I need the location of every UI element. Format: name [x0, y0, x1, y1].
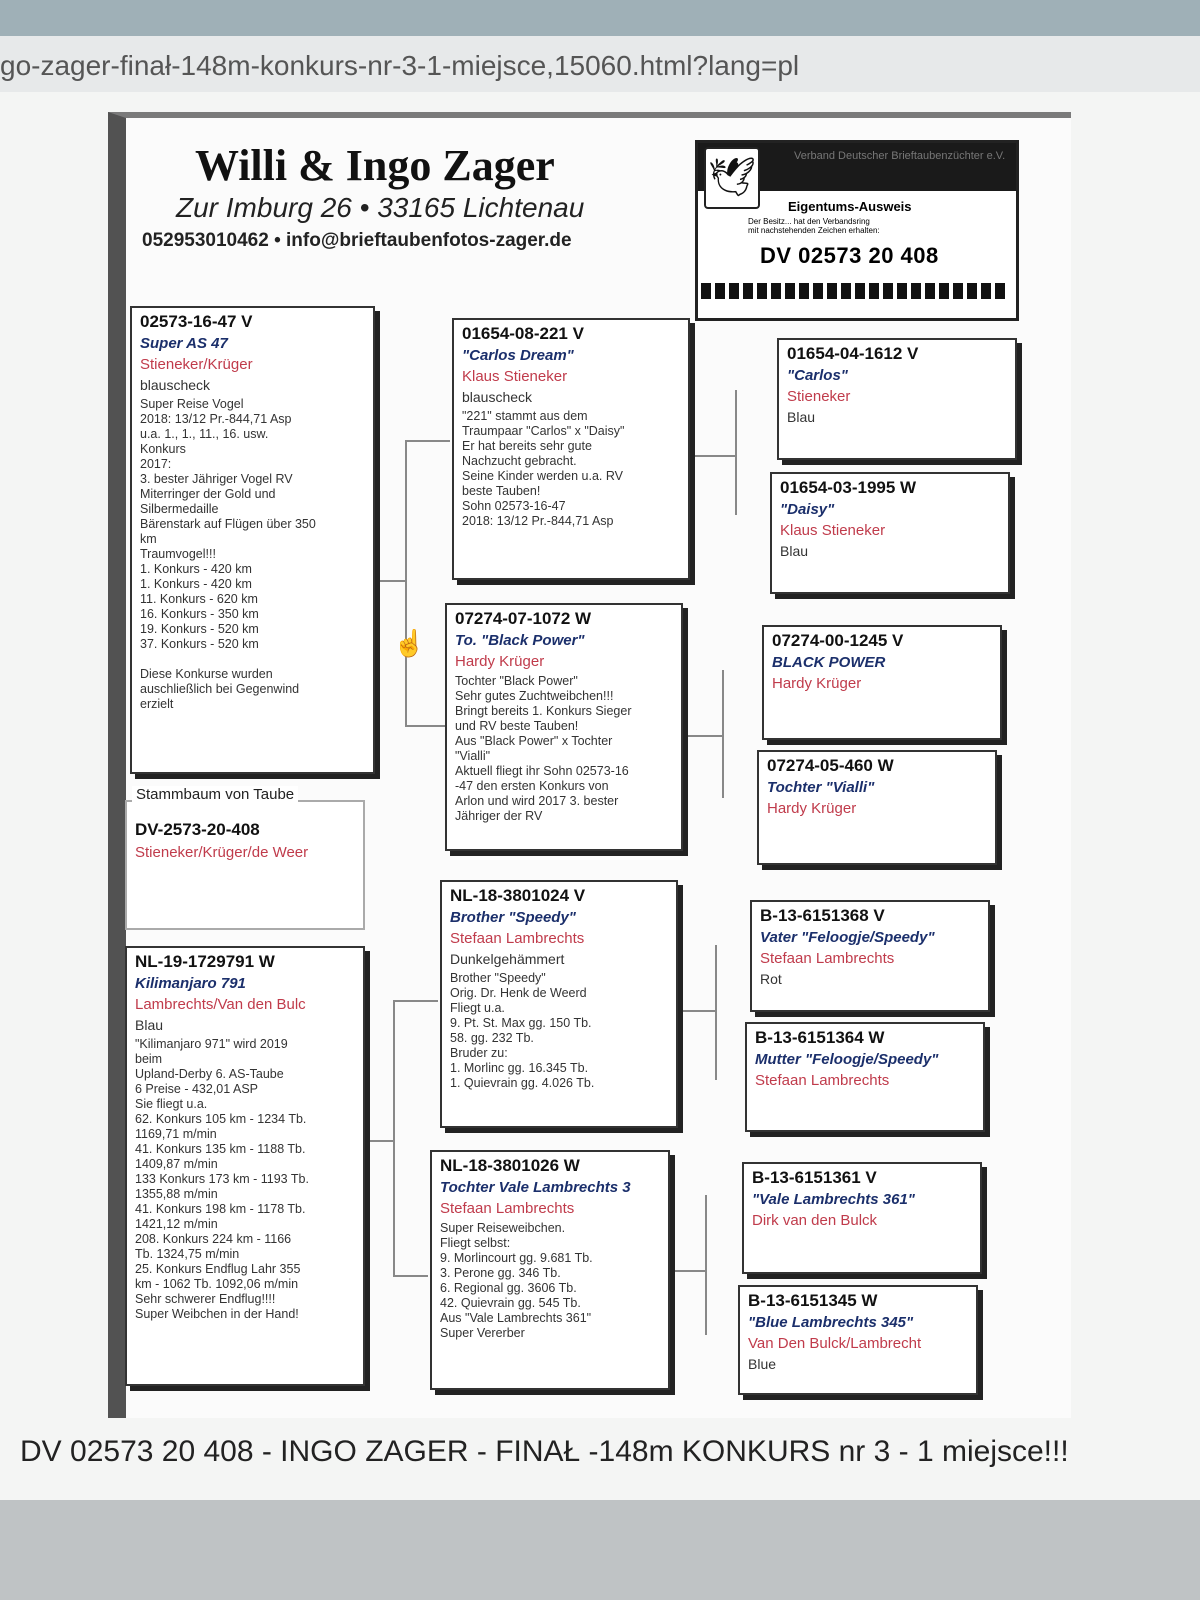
note-line: Fliegt selbst: [440, 1236, 511, 1250]
note-line: Sehr schwerer Endflug!!!! [135, 1292, 276, 1306]
note-line: 2018: 13/12 Pr.-844,71 Asp [140, 412, 292, 426]
pigeon-name: Kilimanjaro 791 [135, 975, 246, 992]
note-line: Super Reise Vogel [140, 397, 244, 411]
note-line: 1. Morlinc gg. 16.345 Tb. [450, 1061, 589, 1075]
connector-line [405, 440, 407, 725]
ancestor-card[interactable] [757, 750, 997, 865]
note-line: 58. gg. 232 Tb. [450, 1031, 534, 1045]
note-line: erzielt [140, 697, 174, 711]
note-line: Super Vererber [440, 1326, 525, 1340]
note-line: Traumvogel!!! [140, 547, 216, 561]
connector-line [668, 1270, 706, 1272]
ring-number: NL-18-3801024 V [450, 886, 586, 905]
pedigree-info-box [125, 800, 365, 930]
pigeon-name: To. "Black Power" [455, 632, 585, 649]
pigeon-name: "Blue Lambrechts 345" [748, 1314, 914, 1331]
note-line: 1. Konkurs - 420 km [140, 562, 252, 576]
note-line: 1169,71 m/min [135, 1127, 217, 1141]
note-line: 16. Konkurs - 350 km [140, 607, 259, 621]
dam-sire-card[interactable] [440, 880, 678, 1128]
pigeon-name: Tochter Vale Lambrechts 3 [440, 1179, 631, 1196]
pigeon-notes [462, 409, 680, 529]
note-line: Silbermedaille [140, 502, 219, 516]
note-line: 25. Konkurs Endflug Lahr 355 [135, 1262, 301, 1276]
url-text: go-zager-finał-148m-konkurs-nr-3-1-miejsce,15060.html?lang=pl [0, 50, 800, 81]
top-strip [0, 0, 1200, 36]
pigeon-owner: Hardy Krüger [455, 653, 545, 670]
note-line: Tochter "Black Power" [455, 674, 578, 688]
note-line: Traumpaar "Carlos" x "Daisy" [462, 424, 625, 438]
pigeon-name: Vater "Feloogje/Speedy" [760, 929, 935, 946]
subject-pigeon-card[interactable] [130, 306, 375, 774]
note-line: 6 Preise - 432,01 ASP [135, 1082, 258, 1096]
ring-number: 02573-16-47 V [140, 312, 253, 331]
breeder-address: Zur Imburg 26 • 33165 Lichtenau [176, 192, 585, 223]
note-line: Aus "Vale Lambrechts 361" [440, 1311, 592, 1325]
page-caption: DV 02573 20 408 - INGO ZAGER - FINAŁ -148m KONKURS nr 3 - 1 miejsce!!! [20, 1435, 1069, 1468]
note-line: Brother "Speedy" [450, 971, 546, 985]
pigeon-color: Blue [748, 1356, 777, 1372]
connector-line [360, 1140, 394, 1142]
ring-number: 01654-04-1612 V [787, 344, 919, 363]
pigeon-owner: Van Den Bulck/Lambrecht [748, 1335, 922, 1352]
note-line: "Vialli" [455, 749, 491, 763]
ancestor-card[interactable] [770, 472, 1010, 594]
pigeon-notes [455, 674, 673, 824]
note-line: 62. Konkurs 105 km - 1234 Tb. [135, 1112, 307, 1126]
ring-number: 01654-03-1995 W [780, 478, 917, 497]
note-line: 9. Pt. St. Max gg. 150 Tb. [450, 1016, 592, 1030]
note-line: Nachzucht gebracht. [462, 454, 577, 468]
card-note-line: mit nachstehenden Zeichen erhalten: [748, 226, 880, 235]
note-line: 41. Konkurs 135 km - 1188 Tb. [135, 1142, 306, 1156]
pigeon-owner: Stefaan Lambrechts [440, 1200, 575, 1217]
pigeon-notes [440, 1221, 660, 1341]
pigeon-owner: Hardy Krüger [767, 800, 857, 817]
ring-number: 01654-08-221 V [462, 324, 584, 343]
note-line: 9. Morlincourt gg. 9.681 Tb. [440, 1251, 593, 1265]
connector-line [722, 670, 724, 798]
note-line: 1421,12 m/min [135, 1217, 218, 1231]
ring-number: B-13-6151368 V [760, 906, 885, 925]
pigeon-color: Blau [780, 543, 809, 559]
pigeon-owner: Hardy Krüger [772, 675, 862, 692]
pigeon-color: Dunkelgehämmert [450, 951, 565, 967]
note-line: Aus "Black Power" x Tochter [455, 734, 613, 748]
connector-line [393, 1000, 438, 1002]
pigeon-owner: Stefaan Lambrechts [450, 930, 585, 947]
ring-number: B-13-6151345 W [748, 1291, 878, 1310]
note-line: Bärenstark auf Flügen über 350 [140, 517, 316, 531]
pigeon-owner: Stieneker [787, 388, 851, 405]
connector-line [393, 1000, 395, 1275]
pigeon-name: "Carlos Dream" [462, 347, 574, 364]
pigeon-owner: Dirk van den Bulck [752, 1212, 878, 1229]
ring-number: 07274-00-1245 V [772, 631, 904, 650]
bottom-strip [0, 1500, 1200, 1600]
note-line: Orig. Dr. Henk de Weerd [450, 986, 587, 1000]
note-line: Tb. 1324,75 m/min [135, 1247, 240, 1261]
note-line: Aktuell fliegt ihr Sohn 02573-16 [455, 764, 629, 778]
pigeon-name: Super AS 47 [140, 335, 228, 352]
pigeon-color: Blau [135, 1017, 164, 1033]
ancestor-card[interactable] [750, 900, 990, 1012]
dam-card[interactable] [125, 946, 365, 1386]
note-line: Miterringer der Gold und [140, 487, 276, 501]
pigeon-color: Blau [787, 409, 816, 425]
dove-logo-icon: 🕊 [704, 147, 760, 209]
pigeon-notes [140, 397, 365, 712]
note-line: beim [135, 1052, 163, 1066]
breeder-contact: 052953010462 • info@brieftaubenfotos-zager.de [142, 230, 572, 251]
connector-line [683, 735, 723, 737]
connector-line [715, 945, 717, 1080]
pigeon-name: "Daisy" [780, 501, 835, 518]
note-line: Arlon und wird 2017 3. bester [455, 794, 619, 808]
note-line: Diese Konkurse wurden [140, 667, 273, 681]
connector-line [690, 455, 736, 457]
note-line: 11. Konkurs - 620 km [140, 592, 258, 606]
ancestor-card[interactable] [738, 1285, 978, 1395]
pedigree-owner: Stieneker/Krüger/de Weer [135, 844, 309, 861]
connector-line [370, 580, 406, 582]
note-line: 133 Konkurs 173 km - 1193 Tb. [135, 1172, 309, 1186]
ownership-card [695, 140, 1019, 321]
ancestor-card[interactable] [745, 1022, 985, 1132]
connector-line [405, 725, 445, 727]
note-line: Super Reiseweibchen. [440, 1221, 566, 1235]
note-line [140, 652, 365, 667]
connector-line [675, 1010, 715, 1012]
connector-line [405, 440, 450, 442]
address-bar[interactable] [0, 36, 1200, 93]
ring-number: 07274-05-460 W [767, 756, 894, 775]
note-line: "221" stammt aus dem [462, 409, 588, 423]
pedigree-ring: DV-2573-20-408 [135, 820, 260, 839]
note-line: Bruder zu: [450, 1046, 508, 1060]
note-line: 1. Quievrain gg. 4.026 Tb. [450, 1076, 595, 1090]
note-line: auschließlich bei Gegenwind [140, 682, 300, 696]
pigeon-name: Brother "Speedy" [450, 909, 576, 926]
pigeon-name: Tochter "Vialli" [767, 779, 875, 796]
note-line: Sohn 02573-16-47 [462, 499, 566, 513]
note-line: Fliegt u.a. [450, 1001, 505, 1015]
connector-line [735, 390, 737, 515]
note-line: Super Weibchen in der Hand! [135, 1307, 299, 1321]
pigeon-owner: Stieneker/Krüger [140, 356, 253, 373]
pigeon-name: "Carlos" [787, 367, 848, 384]
note-line: 6. Regional gg. 3606 Tb. [440, 1281, 577, 1295]
note-line: 42. Quievrain gg. 545 Tb. [440, 1296, 581, 1310]
ancestor-card[interactable] [762, 625, 1002, 740]
note-line: km [140, 532, 157, 546]
sire-card[interactable] [452, 318, 690, 580]
pigeon-color: blauscheck [140, 377, 211, 393]
note-line: 3. bester Jähriger Vogel RV [140, 472, 293, 486]
card-org: Verband Deutscher Brieftaubenzüchter e.V. [794, 150, 1006, 162]
note-line: u.a. 1., 1., 11., 16. usw. [140, 427, 269, 441]
pigeon-name: BLACK POWER [772, 654, 886, 671]
note-line: "Kilimanjaro 971" wird 2019 [135, 1037, 288, 1051]
card-note-line: Der Besitz... hat den Verbandsring [748, 217, 870, 226]
hand-cursor-icon: ☝ [393, 628, 426, 658]
ring-number: B-13-6151361 V [752, 1168, 877, 1187]
connector-line [705, 1195, 707, 1335]
note-line: 19. Konkurs - 520 km [140, 622, 259, 636]
pedigree-label: Stammbaum von Taube [132, 786, 298, 803]
dam-dam-card[interactable] [430, 1150, 670, 1390]
pigeon-owner: Stefaan Lambrechts [755, 1072, 890, 1089]
note-line: Er hat bereits sehr gute [462, 439, 592, 453]
note-line: 37. Konkurs - 520 km [140, 637, 259, 651]
note-line: Konkurs [140, 442, 186, 456]
note-line: und RV beste Tauben! [455, 719, 579, 733]
ring-number: NL-18-3801026 W [440, 1156, 580, 1175]
card-header-band [698, 143, 1016, 199]
sire-dam-card[interactable] [445, 603, 683, 851]
note-line: 2018: 13/12 Pr.-844,71 Asp [462, 514, 614, 528]
note-line: Sie fliegt u.a. [135, 1097, 208, 1111]
note-line: 208. Konkurs 224 km - 1166 [135, 1232, 292, 1246]
connector-line [393, 1275, 428, 1277]
pigeon-name: Mutter "Feloogje/Speedy" [755, 1051, 939, 1068]
ring-number: B-13-6151364 W [755, 1028, 885, 1047]
note-line: Jähriger der RV [455, 809, 543, 823]
pigeon-owner: Klaus Stieneker [780, 522, 886, 539]
note-line: 41. Konkurs 198 km - 1178 Tb. [135, 1202, 306, 1216]
pigeon-owner: Klaus Stieneker [462, 368, 568, 385]
note-line: km - 1062 Tb. 1092,06 m/min [135, 1277, 299, 1291]
pigeon-name: "Vale Lambrechts 361" [752, 1191, 915, 1208]
ancestor-card[interactable] [742, 1162, 982, 1274]
pigeon-notes [135, 1037, 355, 1322]
pigeon-color: Rot [760, 971, 782, 987]
breeder-title: Willi & Ingo Zager [195, 141, 555, 190]
card-note [748, 217, 880, 235]
pigeon-owner: Stefaan Lambrechts [760, 950, 895, 967]
card-pattern [701, 283, 1007, 299]
pigeon-owner: Lambrechts/Van den Bulc [135, 996, 306, 1013]
note-line: 3. Perone gg. 346 Tb. [440, 1266, 561, 1280]
note-line: -47 den ersten Konkurs von [455, 779, 609, 793]
ancestor-card[interactable] [777, 338, 1017, 460]
pigeon-color: blauscheck [462, 389, 533, 405]
note-line: 2017: [140, 457, 172, 471]
card-title: Eigentums-Ausweis [788, 199, 912, 214]
note-line: 1409,87 m/min [135, 1157, 218, 1171]
ring-number: 07274-07-1072 W [455, 609, 592, 628]
note-line: Upland-Derby 6. AS-Taube [135, 1067, 284, 1081]
note-line: Sehr gutes Zuchtweibchen!!! [455, 689, 614, 703]
note-line: Bringt bereits 1. Konkurs Sieger [455, 704, 632, 718]
note-line: Seine Kinder werden u.a. RV [462, 469, 623, 483]
note-line: 1. Konkurs - 420 km [140, 577, 252, 591]
card-ring-number: DV 02573 20 408 [760, 243, 939, 268]
note-line: beste Tauben! [462, 484, 541, 498]
pigeon-notes [450, 971, 668, 1091]
note-line: 1355,88 m/min [135, 1187, 218, 1201]
ring-number: NL-19-1729791 W [135, 952, 275, 971]
